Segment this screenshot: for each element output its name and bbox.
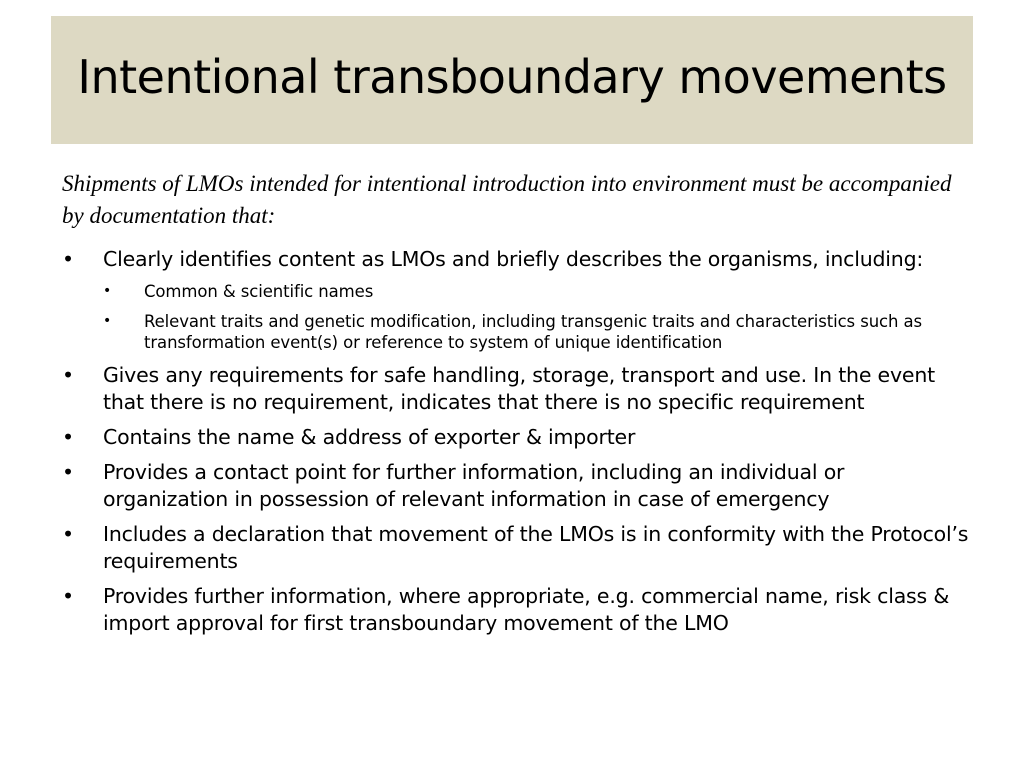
sub-bullet-text: Relevant traits and genetic modification, including transgenic traits and characteristics such as transformation event(s) or reference to system of unique identification: [144, 312, 923, 352]
bullet-text: Provides further information, where appropriate, e.g. commercial name, risk class & import approval for first transboundary movement of the LMO: [103, 584, 950, 635]
bullet-icon: •: [62, 425, 74, 449]
bullet-text: Provides a contact point for further information, including an individual or organization in possession of relevant information in case of emergency: [103, 460, 845, 511]
bullet-item: [62, 583, 972, 637]
bullet-icon: •: [62, 460, 74, 484]
bullet-text: Clearly identifies content as LMOs and briefly describes the organisms, including:: [103, 247, 924, 271]
sub-bullet-item: [103, 311, 972, 353]
intro-text: Shipments of LMOs intended for intentional introduction into environment must be accompanied by documentation that:: [62, 171, 952, 228]
bullet-item: [62, 521, 972, 575]
bullet-text: Includes a declaration that movement of the LMOs is in conformity with the Protocol’s requirements: [103, 522, 969, 573]
bullet-icon: •: [62, 584, 74, 608]
bullet-text: Contains the name & address of exporter & importer: [103, 425, 636, 449]
bullet-list: [62, 246, 972, 645]
bullet-item: [62, 424, 972, 451]
slide-title: Intentional transboundary movements: [77, 50, 947, 104]
bullet-icon: •: [62, 522, 74, 546]
sub-bullet-list: [103, 281, 972, 353]
sub-bullet-icon: •: [103, 313, 112, 329]
bullet-icon: •: [62, 363, 74, 387]
bullet-item: [62, 246, 972, 353]
bullet-item: [62, 459, 972, 513]
sub-bullet-item: [103, 281, 972, 302]
sub-bullet-text: Common & scientific names: [144, 282, 374, 301]
title-band: [51, 16, 973, 144]
sub-bullet-icon: •: [103, 283, 112, 299]
bullet-item: [62, 362, 972, 416]
bullet-icon: •: [62, 247, 74, 271]
bullet-text: Gives any requirements for safe handling, storage, transport and use. In the event that there is no requirement, indicates that there is no specific requirement: [103, 363, 935, 414]
